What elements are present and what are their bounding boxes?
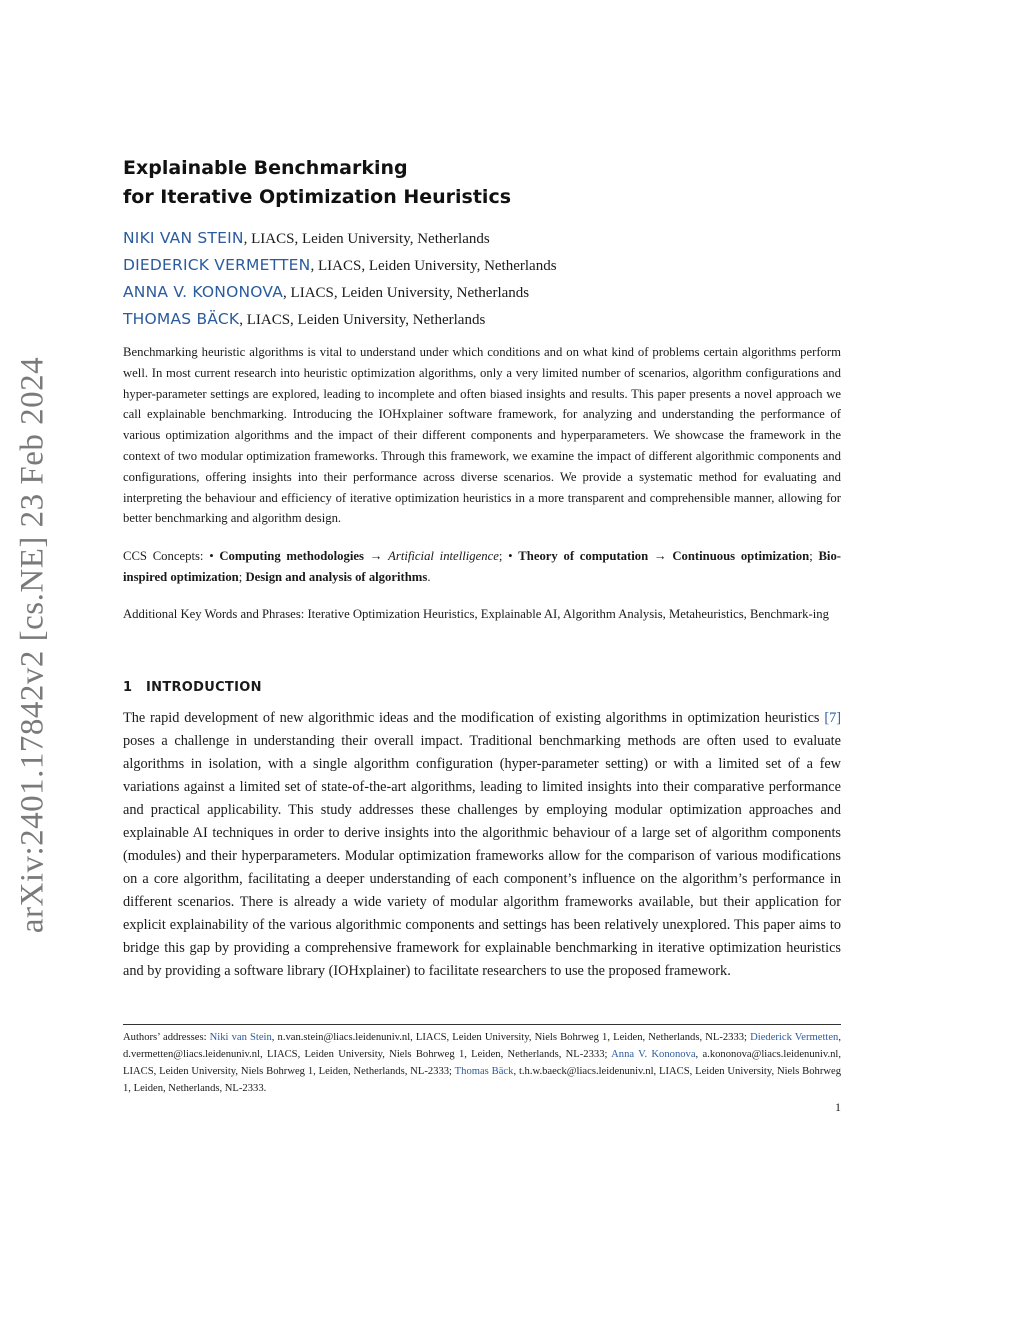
author-entry [123, 280, 557, 307]
author-address: , t.h.w.baeck@liacs.leidenuniv.nl, LIACS, Leiden University, Niels Bohrweg 1, Leiden, Netherlands, NL-2333. [123, 1066, 841, 1094]
author-address: , d.vermetten@liacs.leidenuniv.nl, LIACS, Leiden University, Niels Bohrweg 1, Leiden, Netherlands, NL-2333; [123, 1032, 841, 1060]
ccs-bullet: • [508, 549, 519, 563]
author-addresses-footnote [123, 1029, 841, 1097]
section-number: 1 [123, 680, 133, 695]
footnote-rule [123, 1024, 841, 1025]
section-heading [123, 680, 262, 695]
keywords: Additional Key Words and Phrases: Iterative Optimization Heuristics, Explainable AI, Algorithm Analysis, Metaheuristics, Benchmark-ing [123, 607, 829, 621]
author-list [123, 226, 557, 334]
author-address: , n.van.stein@liacs.leidenuniv.nl, LIACS, Leiden University, Niels Bohrweg 1, Leiden, Netherlands, NL-2333; [271, 1032, 751, 1043]
intro-text: The rapid development of new algorithmic ideas and the modification of existing algorithms in optimization heuristics [123, 710, 825, 726]
author-entry [123, 307, 557, 334]
author-affiliation: , LIACS, Leiden University, Netherlands [239, 312, 486, 328]
ccs-end: . [427, 569, 431, 584]
author-link[interactable]: Diederick Vermetten [750, 1032, 839, 1043]
author-entry [123, 253, 557, 280]
abstract: Benchmarking heuristic algorithms is vital to understand under which conditions and on what kind of problems certain algorithms perform well. In most current research into heuristic optimization algorithms, only a very limited number of scenarios, algorithm configurations and hyper-parameter settings are explored, leading to incomplete and often biased insights and results. This paper presents a novel approach we call explainable benchmarking. Introducing the IOHxplainer software framework, for analyzing and understanding the performance of various optimization algorithms and the impact of their different components and hyperparameters. We showcase the framework in the context of two modular optimization frameworks. Through this framework, we examine the impact of different algorithmic components and configurations, offering insights into their performance across diverse scenarios. We provide a systematic method for evaluating and interpreting the behaviour and efficiency of iterative optimization heuristics in a more transparent and comprehensible manner, allowing for better benchmarking and algorithm design. [123, 345, 841, 526]
ccs-separator: ; [238, 569, 246, 584]
author-address: , a.kononova@liacs.leidenuniv.nl, LIACS, Leiden University, Niels Bohrweg 1, Leiden, Netherlands, NL-2333; [123, 1049, 841, 1077]
author-link[interactable]: Thomas Bäck [454, 1066, 514, 1077]
author-affiliation: , LIACS, Leiden University, Netherlands [310, 258, 557, 274]
title-line-1: Explainable Benchmarking [123, 157, 408, 179]
footnote-prefix: Authors’ addresses: [123, 1032, 210, 1043]
title-line-2: for Iterative Optimization Heuristics [123, 186, 512, 208]
ccs-concept: Computing methodologies [219, 549, 364, 563]
author-name[interactable]: NIKI VAN STEIN [123, 229, 244, 247]
ccs-separator: ; [498, 549, 509, 563]
author-name[interactable]: THOMAS BÄCK [123, 310, 240, 328]
author-affiliation: , LIACS, Leiden University, Netherlands [283, 285, 530, 301]
ccs-arrow: → [363, 549, 389, 563]
author-link[interactable]: Niki van Stein [209, 1032, 272, 1043]
arxiv-id: arXiv:2401.17842v2 [cs.NE] 23 Feb 2024 [14, 356, 51, 934]
author-affiliation: , LIACS, Leiden University, Netherlands [243, 231, 490, 247]
intro-text: poses a challenge in understanding their overall impact. Traditional benchmarking methods are often used to evaluate algorithms in isolation, with a single algorithm configuration (hyper-parameter setting) or with a limited set of a few variations against a limited set of state-of-the-art algorithms, leading to limited insights into their comparative performance and practical applicability. This study addresses these challenges by employing modular optimization approaches and explainable AI techniques in order to derive insights into the algorithmic behaviour of a large set of algorithm components (modules) and their hyperparameters. Modular optimization frameworks allow for the comparison of various modifications on a core algorithm, facilitating a deeper understanding of each component’s influence on the algorithm’s performance in different scenarios. There is already a wide variety of modular algorithm frameworks available, but their application for explicit explainability of the various algorithmic components and settings has been relatively unexplored. This paper aims to bridge this gap by providing a comprehensive framework for explainable benchmarking in iterative optimization heuristics and by providing a software library (IOHxplainer) to facilitate researchers to use the proposed framework. [123, 733, 841, 979]
ccs-concept: Theory of computation [518, 549, 649, 563]
intro-paragraph [123, 707, 841, 983]
ccs-arrow: → [648, 549, 673, 563]
section-title: INTRODUCTION [146, 680, 262, 695]
author-name[interactable]: ANNA V. KONONOVA [123, 283, 284, 301]
ccs-concept: Design and analysis of algorithms [245, 569, 428, 584]
author-link[interactable]: Anna V. Kononova [611, 1049, 696, 1060]
ccs-separator: ; [809, 549, 819, 563]
ccs-subconcept: Artificial intelligence [388, 549, 499, 563]
ccs-bullet: • [209, 549, 220, 563]
paper-title [123, 154, 841, 212]
page-number: 1 [835, 1100, 841, 1114]
author-name[interactable]: DIEDERICK VERMETTEN [123, 256, 311, 274]
ccs-subconcept: Continuous optimization [672, 549, 810, 563]
citation-link[interactable]: [7] [824, 710, 841, 726]
ccs-concepts [123, 546, 841, 588]
ccs-label: CCS Concepts: [123, 549, 210, 563]
author-entry [123, 226, 557, 253]
ccs-concept: Bio-inspired optimization [123, 549, 842, 584]
